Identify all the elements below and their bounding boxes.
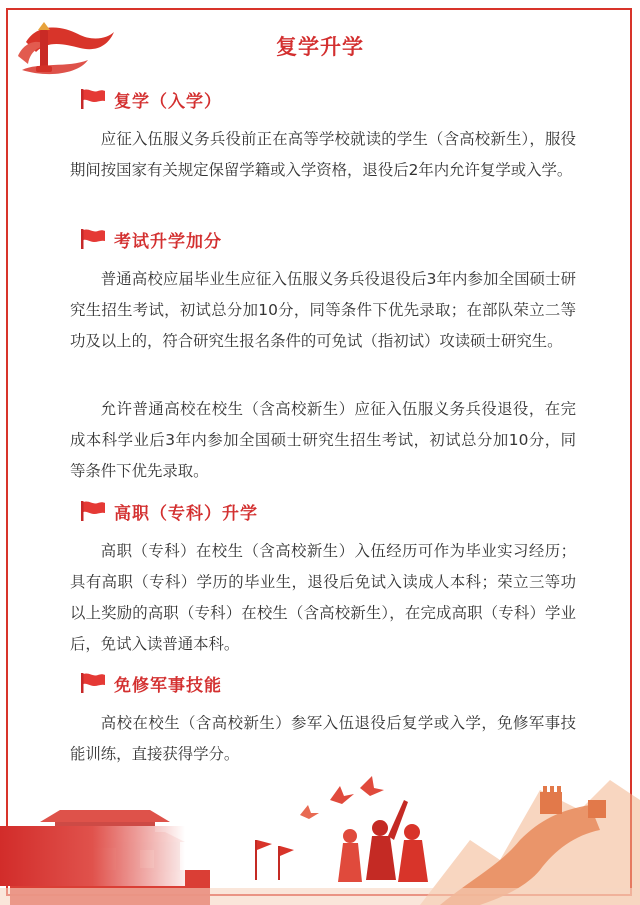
red-flag-icon (80, 672, 106, 694)
section-title: 高职（专科）升学 (114, 503, 258, 524)
red-flag-icon (80, 500, 106, 522)
section-paragraph: 高校在校生（含高校新生）参军入伍退役后复学或入学，免修军事技能训练，直接获得学分。 (70, 714, 576, 763)
section-paragraph: 高职（专科）在校生（含高校新生）入伍经历可作为毕业实习经历；具有高职（专科）学历的毕业生，退役后免试入读成人本科；荣立三等功以上奖励的高职（专科）在校生（含高校新生），在完成高职（专科）学业后，免试入读普通本科。 (70, 542, 576, 653)
red-flag-icon (80, 88, 106, 110)
section-header-vocational-upgrade (80, 498, 258, 524)
red-flag-icon (80, 228, 106, 250)
section-title: 免修军事技能 (114, 675, 222, 696)
page-title: 复学升学 (276, 35, 364, 59)
section-header-military-skill-exemption (80, 670, 222, 696)
section-title: 复学（入学） (114, 91, 222, 112)
section-title: 考试升学加分 (114, 231, 222, 252)
section-header-resume-study (80, 86, 222, 112)
section-paragraph: 普通高校应届毕业生应征入伍服义务兵役退役后3年内参加全国硕士研究生招生考试，初试总分加10分，同等条件下优先录取；在部队荣立二等功及以上的，符合研究生报名条件的可免试（指初试）攻读硕士研究生。 (70, 270, 576, 350)
section-paragraph: 应征入伍服义务兵役前正在高等学校就读的学生（含高校新生），服役期间按国家有关规定保留学籍或入学资格，退役后2年内允许复学或入学。 (70, 130, 576, 179)
watermark-blur-block (0, 826, 185, 886)
section-paragraph: 允许普通高校在校生（含高校新生）应征入伍服义务兵役退役，在完成本科学业后3年内参加全国硕士研究生招生考试，初试总分加10分，同等条件下优先录取。 (70, 400, 576, 480)
section-header-exam-bonus (80, 226, 222, 252)
